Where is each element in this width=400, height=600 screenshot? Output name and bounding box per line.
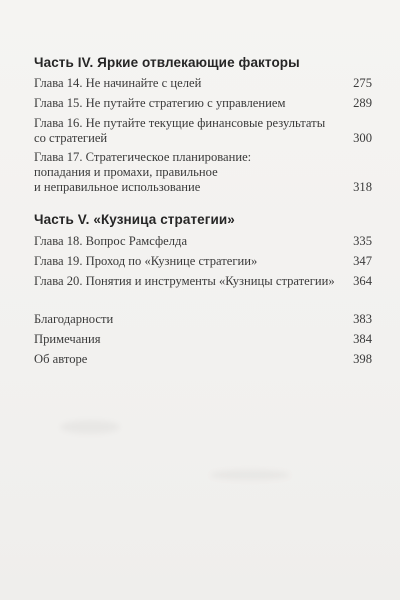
toc-entry-text: попадания и промахи, правильное xyxy=(34,165,218,179)
toc-entry-text: и неправильное использование xyxy=(34,180,201,194)
toc-entry-text: Глава 14. Не начинайте с целей xyxy=(34,76,202,90)
toc-entry-text: Благодарности xyxy=(34,312,114,326)
toc-page-number: 384 xyxy=(353,332,372,346)
toc-entry-text: со стратегией xyxy=(34,131,108,145)
toc-entry-chapter-17 xyxy=(34,150,372,195)
toc-entry-text: Глава 15. Не путайте стратегию с управлением xyxy=(34,96,286,110)
toc-entry-text: Примечания xyxy=(34,332,101,346)
toc-page-number: 383 xyxy=(353,312,372,326)
toc-entry-about-author xyxy=(34,352,372,367)
toc-page-number: 347 xyxy=(353,254,372,268)
toc-page-number: 335 xyxy=(353,234,372,248)
part-5-title: Часть V. «Кузница стратегии» xyxy=(34,212,235,227)
toc-page-number: 318 xyxy=(353,180,372,194)
toc-entry-text: Глава 17. Стратегическое планирование: xyxy=(34,150,252,164)
page-smudge xyxy=(60,420,120,434)
toc-entry-chapter-18 xyxy=(34,234,372,249)
toc-entry-acknowledgements xyxy=(34,312,372,327)
toc-entry-text: Глава 18. Вопрос Рамсфелда xyxy=(34,234,188,248)
toc-entry-text: Глава 20. Понятия и инструменты «Кузницы стратегии» xyxy=(34,274,335,288)
toc-entry-chapter-14 xyxy=(34,76,372,91)
toc-entry-chapter-20 xyxy=(34,274,372,289)
toc-page-number: 300 xyxy=(353,131,372,145)
toc-entry-chapter-15 xyxy=(34,96,372,111)
toc-entry-chapter-19 xyxy=(34,254,372,269)
toc-entry-text: Глава 19. Проход по «Кузнице стратегии» xyxy=(34,254,258,268)
part-4-title: Часть IV. Яркие отвлекающие факторы xyxy=(34,55,300,70)
toc-entry-notes xyxy=(34,332,372,347)
toc-page-number: 275 xyxy=(353,76,372,90)
toc-page-number: 289 xyxy=(353,96,372,110)
toc-page-number: 398 xyxy=(353,352,372,366)
page-smudge xyxy=(210,470,290,480)
toc-entry-text: Глава 16. Не путайте текущие финансовые результаты xyxy=(34,116,326,130)
toc-entry-chapter-16 xyxy=(34,116,372,146)
toc-page-number: 364 xyxy=(353,274,372,288)
toc-entry-text: Об авторе xyxy=(34,352,88,366)
